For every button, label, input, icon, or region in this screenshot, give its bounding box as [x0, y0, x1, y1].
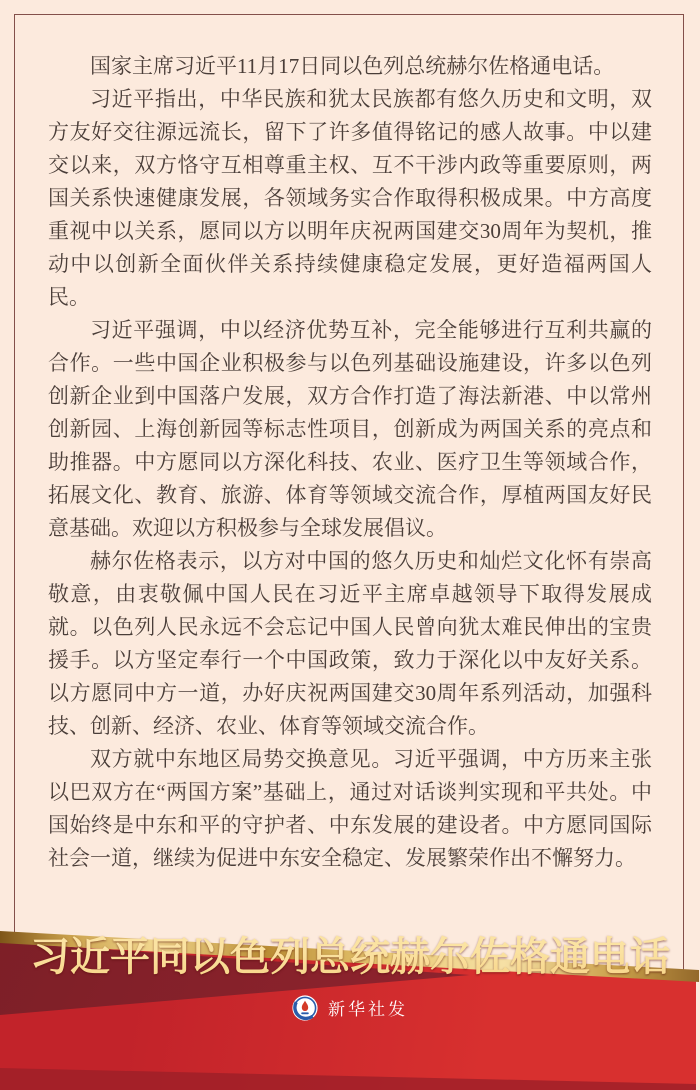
- banner-title: 习近平同以色列总统赫尔佐格通电话: [0, 925, 700, 1090]
- bottom-banner: [0, 925, 700, 1090]
- paragraph-4: 赫尔佐格表示，以方对中国的悠久历史和灿烂文化怀有崇高敬意，由衷敬佩中国人民在习近平主席卓越领导下取得发展成就。以色列人民永远不会忘记中国人民曾向犹太难民伸出的宝贵援手。以方坚定奉行一个中国政策，致力于深化以中友好关系。以方愿同中方一道，办好庆祝两国建交30周年系列活动，加强科技、创新、经济、农业、体育等领域交流合作。: [48, 549, 652, 738]
- paragraph-1: 国家主席习近平11月17日同以色列总统赫尔佐格通电话。: [90, 54, 615, 78]
- article-body: [48, 50, 652, 875]
- xinhua-logo-icon: [292, 995, 318, 1021]
- credit-row: [0, 925, 700, 1090]
- paragraph-3: 习近平强调，中以经济优势互补，完全能够进行互利共赢的合作。一些中国企业积极参与以色列基础设施建设，许多以色列创新企业到中国落户发展，双方合作打造了海法新港、中以常州创新园、上海创新园等标志性项目，创新成为两国关系的亮点和助推器。中方愿同以方深化科技、农业、医疗卫生等领域合作，拓展文化、教育、旅游、体育等领域交流合作，厚植两国友好民意基础。欢迎以方积极参与全球发展倡议。: [48, 318, 652, 540]
- paragraph-2: 习近平指出，中华民族和犹太民族都有悠久历史和文明，双方友好交往源远流长，留下了许多值得铭记的感人故事。中以建交以来，双方恪守互相尊重主权、互不干涉内政等重要原则，两国关系快速健康发展，各领域务实合作取得积极成果。中方高度重视中以关系，愿同以方以明年庆祝两国建交30周年为契机，推动中以创新全面伙伴关系持续健康稳定发展，更好造福两国人民。: [48, 87, 652, 309]
- credit-text: 新华社发: [328, 1000, 408, 1019]
- paragraph-5: 双方就中东地区局势交换意见。习近平强调，中方历来主张以巴双方在“两国方案”基础上，通过对话谈判实现和平共处。中国始终是中东和平的守护者、中东发展的建设者。中方愿同国际社会一道，继续为促进中东安全稳定、发展繁荣作出不懈努力。: [48, 747, 652, 870]
